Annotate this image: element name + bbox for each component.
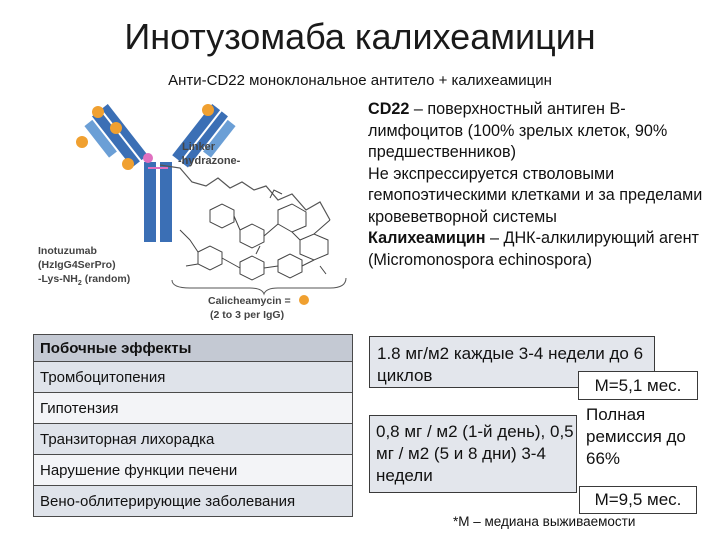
regimen-1-box: 1.8 мг/м2 каждые 3-4 недели до 6 циклов	[369, 336, 655, 388]
table-header-row	[34, 335, 353, 362]
side-effect-item: Нарушение функции печени	[34, 455, 353, 486]
calicheamicin-paragraph	[368, 228, 708, 271]
linker-structure	[160, 165, 330, 220]
antibody-drug-conjugate-diagram	[30, 90, 360, 325]
regimen-2-median: М=9,5 мес.	[579, 486, 697, 514]
calicheamicin-term: Калихеамицин	[368, 229, 486, 247]
side-effect-item: Транзиторная лихорадка	[34, 424, 353, 455]
side-effect-item: Гипотензия	[34, 393, 353, 424]
linker-label-1: Linker	[182, 141, 216, 153]
page-subtitle: Анти-CD22 моноклональное антитело + калихеамицин	[168, 72, 552, 89]
table-row	[34, 424, 353, 455]
payload-bracket	[172, 278, 346, 294]
antibody-label-3: $-Lys-NH_2$ (random)	[38, 273, 131, 287]
antibody-icon	[83, 104, 238, 242]
payload-label-1: Calicheamycin =	[208, 295, 291, 307]
payload-legend-icon	[299, 295, 309, 305]
side-effect-item: Вено-облитерирующие заболевания	[34, 486, 353, 517]
regimen-2-box: 0,8 мг / м2 (1-й день), 0,5 мг / м2 (5 и 8 дни) 3-4 недели	[369, 415, 577, 493]
antibody-label-2: (HzIgG4SerPro)	[38, 259, 116, 271]
regimen-1-median: М=5,1 мес.	[578, 371, 698, 400]
remission-rate: Полная ремиссия до 66%	[578, 402, 695, 472]
antibody-label-1: Inotuzumab	[38, 245, 97, 257]
description	[368, 99, 708, 271]
footnote: *М – медиана выживаемости	[453, 514, 636, 529]
payload-label-2: (2 to 3 per IgG)	[210, 309, 285, 321]
cd22-text: – поверхностный антиген В-лимфоцитов (100% зрелых клеток, 90% предшественников)	[368, 100, 668, 161]
page-title: Инотузомаба калихеамицин	[124, 16, 596, 57]
cd22-paragraph	[368, 99, 708, 164]
cd22-term: CD22	[368, 100, 410, 118]
calicheamicin-text: – ДНК-алкилирующий агент (Micromonospora echinospora)	[368, 229, 699, 269]
calicheamicin-structure	[180, 190, 330, 280]
table-row	[34, 455, 353, 486]
linker-label-2: -hydrazone-	[178, 155, 241, 167]
side-effects-table	[33, 334, 353, 517]
expression-paragraph: Не экспрессируется стволовыми гемопоэтическими клетками и за пределами кровеветворной системы	[368, 164, 703, 226]
table-row	[34, 486, 353, 517]
table-row	[34, 393, 353, 424]
side-effects-header: Побочные эффекты	[34, 335, 353, 362]
side-effect-item: Тромбоцитопения	[34, 362, 353, 393]
table-row	[34, 362, 353, 393]
